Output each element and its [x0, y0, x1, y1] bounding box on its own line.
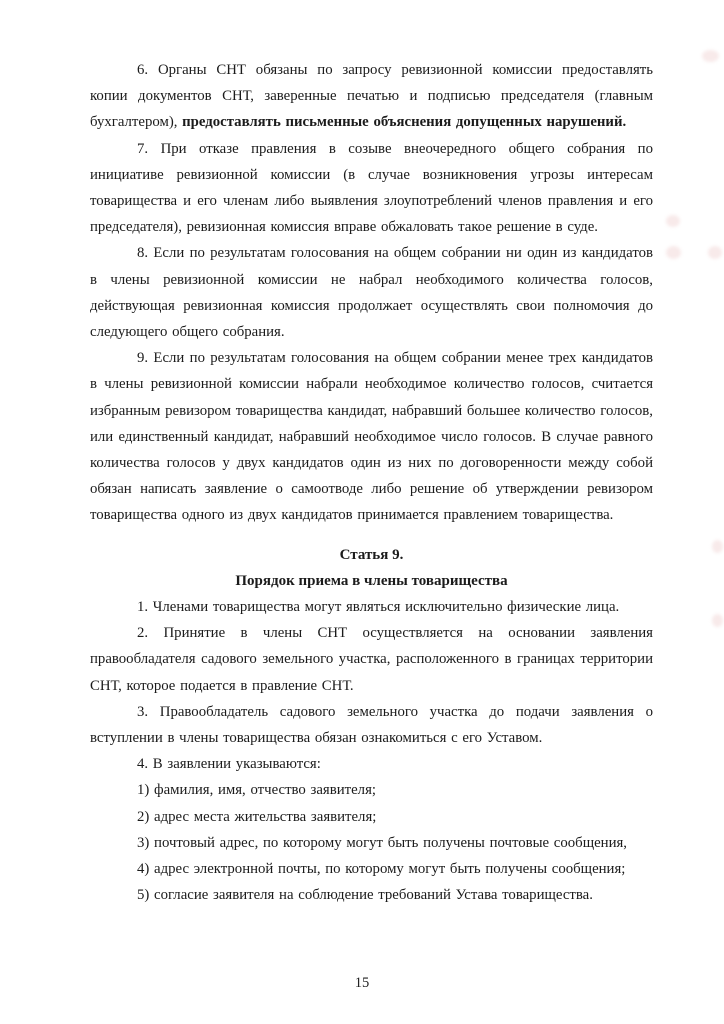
paragraph-9: 9. Если по результатам голосования на общем собрании менее трех кандидатов в члены ревизионной комиссии набрали необходимое количество голосов, считается избранным ревизором товарищества кандидат, набравший большее количество голосов, или единственный кандидат, набравший необходимое число голосов. В случае равного количества голосов у двух кандидатов один из них по договоренности между собой обязан написать заявление о самоотводе либо решение об утверждении ревизором товарищества одного из двух кандидатов принимается правлением товарищества. [90, 350, 653, 524]
application-item-2: 2) адрес места жительства заявителя; [137, 808, 377, 825]
application-item-3: 3) почтовый адрес, по которому могут быть получены почтовые сообщения, [137, 834, 628, 851]
clause-2: 2. Принятие в члены СНТ осуществляется на основании заявления правообладателя садового земельного участка, расположенного в границах территории СНТ, которое подается в правление СНТ. [90, 625, 653, 694]
application-item-5: 5) согласие заявителя на соблюдение требований Устава товарищества. [137, 887, 593, 904]
clause-3: 3. Правообладатель садового земельного участка до подачи заявления о вступлении в члены товарищества обязан ознакомиться с его Уставом. [90, 703, 653, 747]
document-content [90, 57, 653, 909]
paragraph-6-text: 6. Органы СНТ обязаны по запросу ревизионной комиссии предоставлять копии документов СНТ, заверенные печатью и подписью председателя (главным бухгалтером), [90, 62, 653, 131]
scan-artifact [708, 246, 722, 259]
paragraph-6 [90, 57, 653, 136]
scan-artifact [666, 215, 680, 227]
scan-artifact [712, 540, 723, 553]
clause-4: 4. В заявлении указываются: [137, 756, 321, 773]
scan-artifact [666, 246, 681, 259]
paragraph-6-bold-text: предоставлять письменные объяснения допущенных нарушений. [182, 114, 627, 131]
article-9-heading: Статья 9. [339, 546, 404, 563]
paragraph-7: 7. При отказе правления в созыве внеочередного общего собрания по инициативе ревизионной комиссии (в случае возникновения угрозы интересам товарищества и его членам либо выявления злоупотреблений членов правления и его председателя), ревизионная комиссия вправе обжаловать такое решение в суде. [90, 140, 653, 236]
article-9-subheading: Порядок приема в члены товарищества [235, 572, 508, 589]
application-item-4: 4) адрес электронной почты, по которому могут быть получены сообщения; [137, 861, 626, 878]
application-item-1: 1) фамилия, имя, отчество заявителя; [137, 782, 376, 799]
scan-artifact [702, 50, 719, 62]
paragraph-8: 8. Если по результатам голосования на общем собрании ни один из кандидатов в члены ревизионной комиссии не набрал необходимого количества голосов, действующая ревизионная комиссия продолжает осуществлять свои полномочия до следующего общего собрания. [90, 245, 653, 341]
page-number: 15 [354, 975, 370, 991]
scan-artifact [712, 614, 723, 627]
clause-1: 1. Членами товарищества могут являться исключительно физические лица. [137, 599, 620, 616]
